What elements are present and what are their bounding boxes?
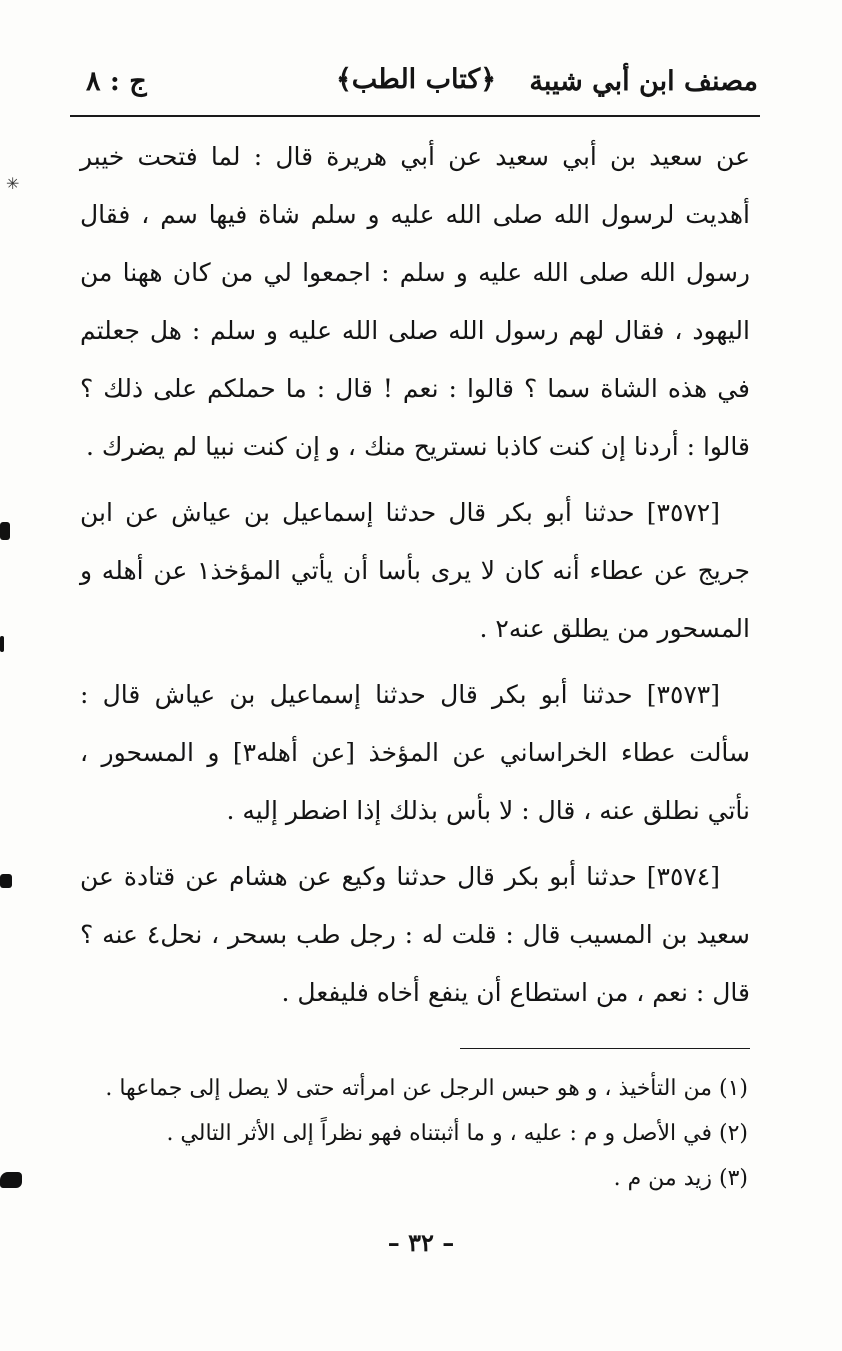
main-text	[80, 128, 750, 1022]
scan-mark	[0, 636, 4, 652]
paragraph-continuation: عن سعيد بن أبي سعيد عن أبي هريرة قال : لما فتحت خيبر أهديت لرسول الله صلى الله عليه و سلم شاة فيها سم ، فقال رسول الله صلى الله عليه و سلم : اجمعوا لي من كان ههنا من اليهود ، فقال لهم رسول الله صلى الله عليه و سلم : هل جعلتم في هذه الشاة سما ؟ قالوا : نعم ! قال : ما حملكم على ذلك ؟ قالوا : أردنا إن كنت كاذبا نستريح منك ، و إن كنت نبيا لم يضرك .	[80, 142, 750, 461]
volume-number: ج : ٨	[86, 66, 147, 97]
paragraph-3572: [٣٥٧٢] حدثنا أبو بكر قال حدثنا إسماعيل بن عياش عن ابن جريج عن عطاء أنه كان لا يرى بأسا أن يأتي المؤخذ١ عن أهله و المسحور من يطلق عنه٢ .	[80, 498, 750, 643]
paragraph-3574: [٣٥٧٤] حدثنا أبو بكر قال حدثنا وكيع عن هشام عن قتادة عن سعيد بن المسيب قال : قلت له : رجل طب بسحر ، نحل٤ عنه ؟ قال : نعم ، من استطاع أن ينفع أخاه فليفعل .	[80, 862, 750, 1007]
paragraph-3573: [٣٥٧٣] حدثنا أبو بكر قال حدثنا إسماعيل بن عياش قال : سألت عطاء الخراساني عن المؤخذ [عن أهله٣] و المسحور ، نأتي نطلق عنه ، قال : لا بأس بذلك إذا اضطر إليه .	[80, 680, 750, 825]
footnote-rule	[460, 1048, 750, 1049]
scan-mark	[0, 874, 12, 888]
section-title: ﴿كتاب الطب﴾	[335, 64, 497, 95]
book-title: مصنف ابن أبي شيبة	[529, 66, 758, 97]
page-number: – ٣٢ –	[387, 1228, 455, 1257]
header-rule	[70, 115, 760, 117]
footnote-3: (٣) زيد من م .	[613, 1166, 748, 1191]
scan-mark	[0, 1172, 22, 1188]
scan-mark	[0, 522, 10, 540]
running-header	[74, 62, 758, 110]
footnote-1: (١) من التأخيذ ، و هو حبس الرجل عن امرأته حتى لا يصل إلى جماعها .	[105, 1076, 748, 1101]
footnotes	[80, 1066, 750, 1201]
margin-tick-icon: ✳	[6, 174, 20, 193]
footnote-2: (٢) في الأصل و م : عليه ، و ما أثبتناه فهو نظراً إلى الأثر التالي .	[166, 1121, 748, 1146]
